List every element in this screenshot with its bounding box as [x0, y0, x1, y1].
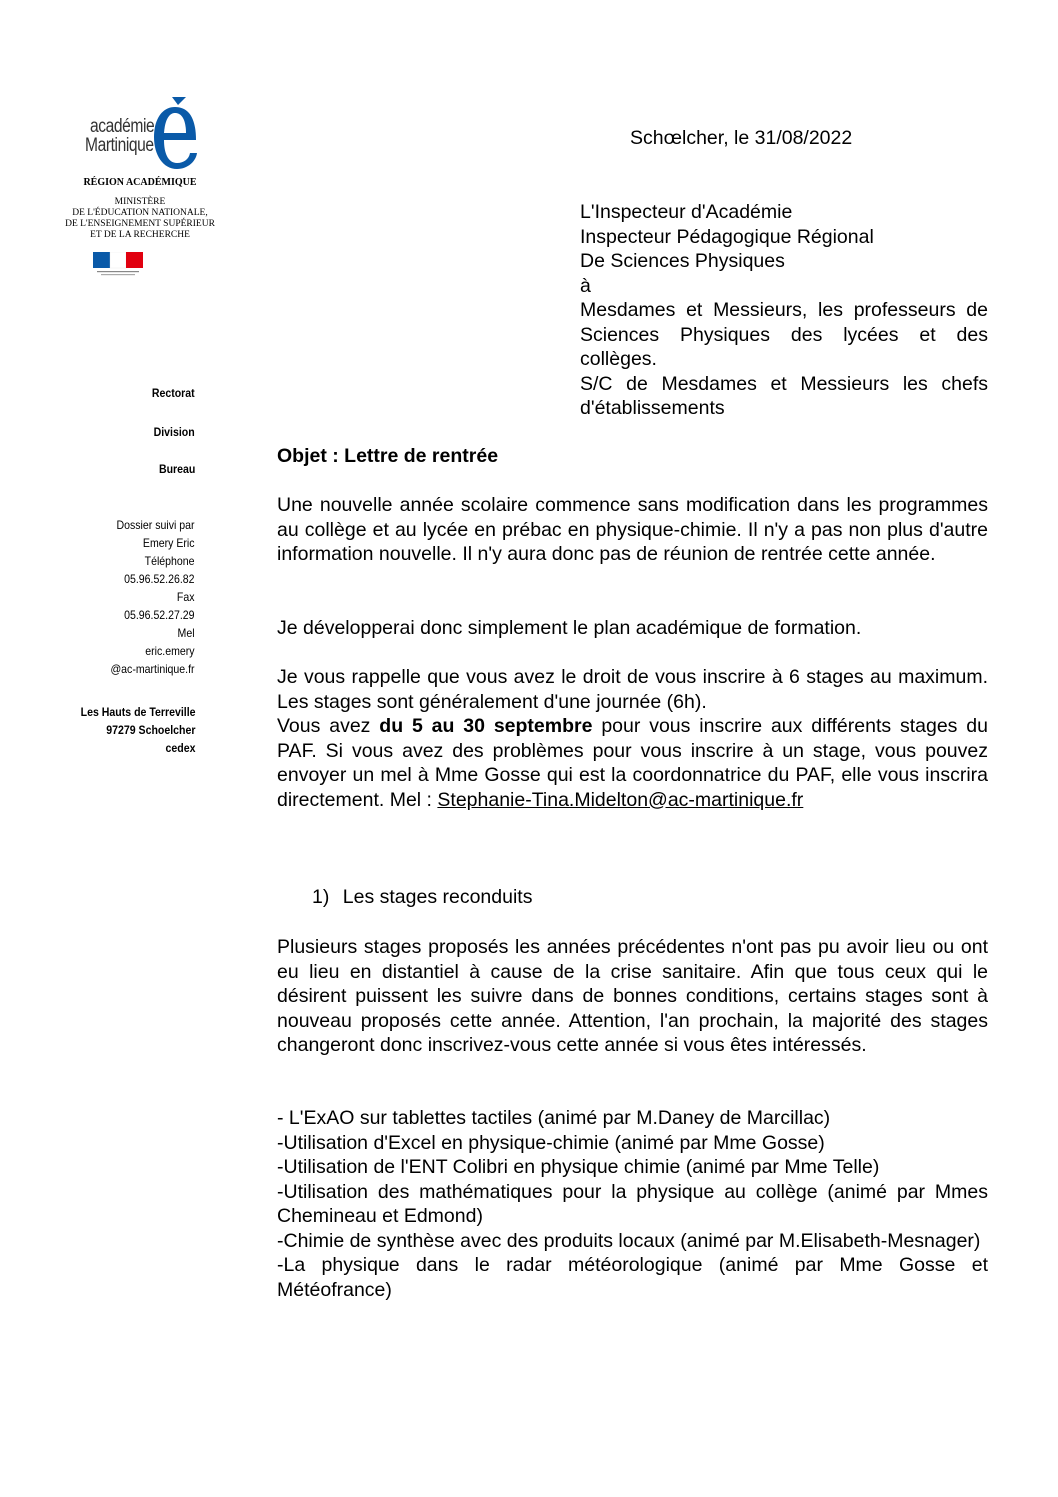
sender-line-4: à [580, 274, 591, 297]
contact-fax-label: Fax [177, 590, 195, 604]
sender-block [580, 200, 988, 421]
coordinator-email-link[interactable]: Stephanie-Tina.Midelton@ac-martinique.fr [437, 788, 804, 811]
sidebar-division: Division [153, 425, 195, 439]
sender-line-2: Inspecteur Pédagogique Régional [580, 225, 874, 248]
contact-fax: 05.96.52.27.29 [124, 608, 195, 622]
section-1-heading [312, 886, 532, 909]
stage-item: -Chimie de synthèse avec des produits locaux (animé par M.Elisabeth-Mesnager) [277, 1229, 981, 1252]
ministry-line-2: DE L'ÉDUCATION NATIONALE, [72, 208, 208, 218]
section-1-title: Les stages reconduits [342, 886, 533, 908]
contact-email-user: eric.emery [145, 644, 195, 658]
contact-email-domain: @ac-martinique.fr [110, 662, 195, 676]
contact-mel-label: Mel [177, 626, 195, 640]
address-line-3: cedex [165, 741, 195, 755]
sidebar-rectorat: Rectorat [152, 386, 195, 400]
section-1-text: Plusieurs stages proposés les années précédentes n'ont pas pu avoir lieu ou ont eu lieu en distantiel à cause de la crise sanitaire. Afin que tous ceux qui le désirent puissent les suivre dans de bonnes conditions, certains stages sont à nouveau proposés cette année. Attention, l'an prochain, la majorité des stages changeront donc inscrivez-vous cette année si vous êtes intéressés. [277, 936, 988, 1056]
subject-line: Objet : Lettre de rentrée [277, 445, 499, 467]
region-label: RÉGION ACADÉMIQUE [83, 177, 197, 188]
logo-word-academie: académie [90, 116, 155, 137]
recipients: Mesdames et Messieurs, les professeurs de Sciences Physiques des lycées et des collèges. [580, 299, 988, 370]
cc-line: S/C de Mesdames et Messieurs les chefs d'établissements [580, 372, 988, 419]
paragraph-1: Une nouvelle année scolaire commence sans modification dans les programmes au collège et au lycée en prébac en physique-chimie. Il n'y a pas non plus d'autre information nouvelle. Il n'y aura donc pas de réunion de rentrée cette année. [277, 494, 988, 565]
logo-e-icon [152, 95, 198, 171]
paragraph-4 [277, 714, 988, 812]
stage-item: -Utilisation des mathématiques pour la physique au collège (animé par Mmes Chemineau et Edmond) [277, 1180, 988, 1227]
ministry-line-4: ET DE LA RECHERCHE [90, 230, 190, 240]
place-date: Schœlcher, le 31/08/2022 [630, 127, 853, 149]
republique-flag-icon [93, 252, 143, 278]
contact-followed-by: Dossier suivi par [116, 518, 195, 532]
sender-line-3: De Sciences Physiques [580, 250, 785, 272]
stage-item: -Utilisation d'Excel en physique-chimie (animé par Mme Gosse) [277, 1131, 825, 1154]
paragraph-4-rest: pour vous inscrire aux différents stages du PAF. Si vous avez des problèmes pour vous inscrire à un stage, vous pouvez envoyer un mel à Mme Gosse qui est la coordonnatrice du PAF, elle vous inscrira directement. Mel : [277, 715, 988, 811]
address-line-2: 97279 Schoelcher [105, 723, 195, 737]
stages-list [277, 1106, 988, 1302]
registration-dates: du 5 au 30 septembre [379, 715, 593, 737]
contact-block [111, 516, 195, 678]
stage-item: - L'ExAO sur tablettes tactiles (animé par M.Daney de Marcillac) [277, 1107, 831, 1129]
contact-name: Emery Eric [143, 536, 195, 550]
address-block [80, 703, 195, 757]
stage-item: -Utilisation de l'ENT Colibri en physique chimie (animé par Mme Telle) [277, 1156, 880, 1178]
contact-phone: 05.96.52.26.82 [124, 572, 195, 586]
contact-phone-label: Téléphone [145, 554, 195, 568]
paragraph-2: Je développerai donc simplement le plan académique de formation. [277, 617, 862, 639]
paragraph-3: Je vous rappelle que vous avez le droit de vous inscrire à 6 stages au maximum. Les stages sont généralement d'une journée (6h). [277, 666, 988, 713]
sidebar-bureau: Bureau [158, 462, 195, 476]
sender-line-1: L'Inspecteur d'Académie [580, 201, 793, 223]
ministry-line-1: MINISTÈRE [114, 197, 166, 207]
stage-item: -La physique dans le radar météorologique (animé par Mme Gosse et Météofrance) [277, 1254, 988, 1301]
logo-word-martinique: Martinique [85, 135, 154, 156]
address-line-1: Les Hauts de Terreville [80, 705, 195, 719]
ministry-line-3: DE L'ENSEIGNEMENT SUPÉRIEUR [65, 219, 215, 229]
paragraph-4-start: Vous avez [277, 715, 380, 737]
section-1-number: 1) [312, 886, 330, 908]
